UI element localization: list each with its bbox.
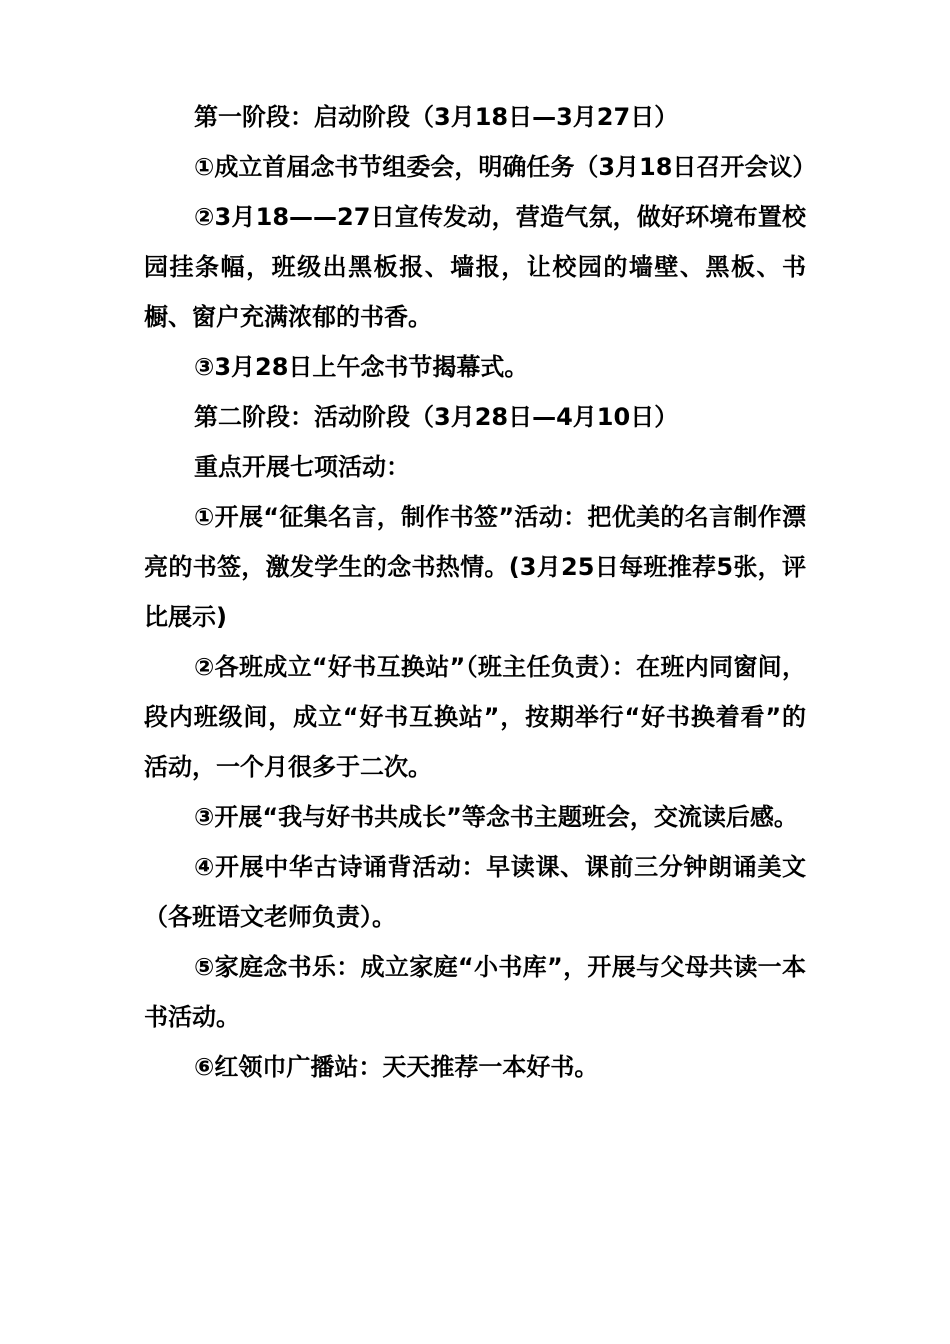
activity-item-2: ②各班成立“好书互换站”（班主任负责）：在班内同窗间，段内班级间，成立“好书互换站”，按期举行“好书换着看”的活动，一个月很多于二次。 [144, 653, 806, 781]
stage-one-heading: 第一阶段：启动阶段（3月18日—3月27日） [194, 103, 679, 131]
stage-one-item-1: ①成立首届念书节组委会，明确任务（3月18日召开会议） [194, 153, 817, 181]
stage-two-heading: 第二阶段：活动阶段（3月28日—4月10日） [194, 403, 679, 431]
activity-item-4: ④开展中华古诗诵背活动：早读课、课前三分钟朗诵美文（各班语文老师负责）。 [144, 853, 806, 931]
activity-item-1: ①开展“征集名言，制作书签”活动：把优美的名言制作漂亮的书签，激发学生的念书热情。(3月25日每班推荐5张，评比展示) [144, 503, 806, 631]
activities-intro: 重点开展七项活动： [194, 453, 410, 481]
activity-item-5: ⑤家庭念书乐：成立家庭“小书库”，开展与父母共读一本书活动。 [144, 953, 806, 1031]
stage-one-item-2: ②3月18——27日宣传发动，营造气氛，做好环境布置校园挂条幅，班级出黑板报、墙报，让校园的墙壁、黑板、书橱、窗户充满浓郁的书香。 [144, 203, 806, 331]
stage-one-item-3: ③3月28日上午念书节揭幕式。 [194, 353, 529, 381]
activity-item-3: ③开展“我与好书共成长”等念书主题班会，交流读后感。 [194, 803, 798, 831]
document-body [144, 92, 817, 1092]
activity-item-6: ⑥红领巾广播站：天天推荐一本好书。 [194, 1053, 599, 1081]
